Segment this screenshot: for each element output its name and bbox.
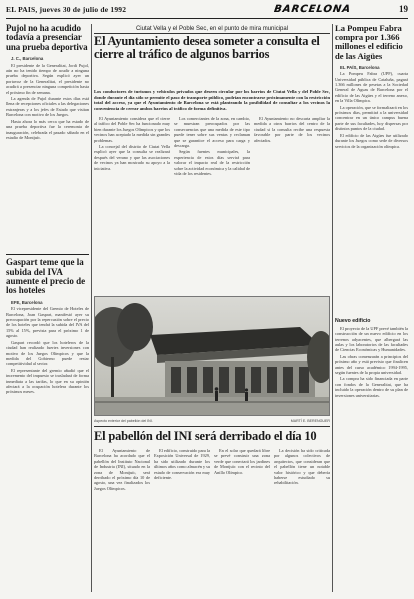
article-byline: EFE, Barcelona <box>11 299 43 305</box>
article-kicker: Ciutat Vella y el Poble Sec, en el punto de mira municipal <box>94 25 330 34</box>
paragraph: El vicepresidente del Gremio de Hoteles de Barcelona, Joan Gaspart, manifestó ayer su preocupación por la repercusión sobre el precio de los hoteles que tendrá la subida del IVA del 15% al 15%, prevista para el próximo 1 de agosto. <box>6 306 89 339</box>
right-column <box>335 24 408 592</box>
article-headline: Gaspart teme que la subida del IVA aumente el precio de los hoteles <box>6 257 86 296</box>
section-logo: BARCELONA <box>273 4 352 15</box>
photo-caption <box>94 418 330 424</box>
column-divider <box>91 24 92 592</box>
paragraph: El presidente de la Generalitat, Jordi Pujol, aún no ha tenido tiempo de acudir a ninguna prueba deportiva. Según explicó ayer un portavoz de la Generalitat, el presidente no acudirá a presenciar ninguna competición hasta el próximo fin de semana. <box>6 62 89 95</box>
main-headline: El Ayuntamiento desea someter a consulta el cierre al tráfico de algunos barrios <box>94 34 320 62</box>
column-divider <box>332 24 333 592</box>
article-body <box>154 448 210 592</box>
article-body <box>335 326 408 562</box>
paragraph: El Ayuntamiento considera que el cierre al tráfico del Poble Sec ha funcionado muy bien durante los Juegos Olímpicos y que los vecinos han aceptado la medida sin grandes problemas. <box>94 116 170 143</box>
paragraph: El Ayuntamiento de Barcelona ha acordado que el pabellón del Instituto Nacional de Industria (INI), situado en la zona de Montjuïc, será derribado el próximo día 10 de agosto, una vez finalizados los Juegos Olímpicos. <box>94 448 150 491</box>
paragraph: La compra ha sido financiada en parte con fondos de la Generalitat, que ha incluido la operación dentro de su plan de inversiones universitarias. <box>335 376 408 398</box>
article-body <box>94 116 170 292</box>
article-body <box>6 56 89 251</box>
article-body <box>274 448 330 592</box>
article-body <box>254 116 330 292</box>
article-subhead: Nuevo edificio <box>335 317 371 324</box>
paragraph: La agenda de Pujol durante estos días está llena de recepciones oficiales a las delegaciones extranjeras y a los jefes de Estado que visitan Barcelona con motivo de los Juegos. <box>6 96 89 118</box>
article-columns <box>94 116 330 292</box>
paragraph: La decisión ha sido criticada por algunos colectivos de arquitectos, que consideran que el pabellón tiene un notable valor histórico y que debería haberse estudiado su rehabilitación. <box>274 448 330 486</box>
article-columns <box>94 448 330 592</box>
article-headline: El pabellón del INI será derribado el día 10 <box>94 429 317 443</box>
paragraph: Según fuentes municipales, la experiencia de estos días servirá para valorar el impacto real de la restricción sobre la actividad económica y la calidad de vida de los residentes. <box>174 149 250 177</box>
paragraph: Las obras comenzarán a principios del próximo año y está previsto que finalicen antes del curso académico 1994-1995, según fuentes de la propia universidad. <box>335 353 408 376</box>
article-body <box>214 448 270 592</box>
paragraph: Gaspart recordó que los hoteleros de la ciudad han realizado fuertes inversiones con motivo de los Juegos Olímpicos y que la medida del Gobierno puede restar competitividad al sector. <box>6 339 89 367</box>
paragraph: El Ayuntamiento no descarta ampliar la medida a otros barrios del centro de la ciudad si la consulta recibe una respuesta favorable por parte de los vecinos afectados. <box>254 116 330 143</box>
paragraph: En el solar que quedará libre se prevé construir una zona verde que conectará los jardines de Montjuïc con el recinto del Anillo Olímpico. <box>214 448 270 475</box>
masthead <box>6 4 408 19</box>
article-body <box>94 448 150 592</box>
paragraph: La concejal del distrito de Ciutat Vella explicó ayer que la consulta se realizará después del verano y que las asociaciones de vecinos ya han mostrado su apoyo a la iniciativa. <box>94 144 170 171</box>
article-body <box>335 65 408 315</box>
article-lede: Los conductores de turismos y vehículos privados que deseen circular por los barrios de Ciutat Vella y del Poble Sec, donde durante el día sólo se permite el paso de transporte público, podrían encontrarse próximamente con la restricción total del acceso, ya que el Ayuntamiento de Barcelona se está planteando la posibilidad de consultar a los vecinos la conveniencia de cerrar ambos barrios al tráfico de forma definitiva. <box>94 89 330 111</box>
paragraph: La Pompeu Fabra (UPF), cuarta Universidad pública de Cataluña, pagará 1.366 millones de pesetas a la Sociedad General de Aguas de Barcelona por el edificio de las Aigües y el terreno anexo, en la Villa Olímpica. <box>335 71 408 104</box>
paragraph: Los comerciantes de la zona, en cambio, se muestran preocupados por las consecuencias que una medida de este tipo puede tener sobre sus ventas y reclaman que se garantice el acceso para carga y descarga. <box>174 116 250 149</box>
paragraph: Hasta ahora lo más cerca que ha estado de una prueba deportiva fue la ceremonia de inauguración, celebrada el pasado sábado en el estadio de Montjuïc. <box>6 118 89 140</box>
paragraph: El edificio de las Aigües fue utilizado durante los Juegos como sede de diversos servicios de la organización olímpica. <box>335 132 408 149</box>
paragraph: El proyecto de la UPF prevé también la construcción de un nuevo edificio en los terrenos adyacentes, que albergará las aulas y los laboratorios de las facultades de Ciencias Económicas y Humanidades. <box>335 325 408 353</box>
paragraph: La operación, que se formalizará en los próximos días, permitirá a la universidad concentrar en un único campus buena parte de sus facultades, hoy dispersas por distintos puntos de la ciudad. <box>335 104 408 132</box>
news-photo <box>94 296 330 416</box>
article-headline: La Pompeu Fabra compra por 1.366 millones el edificio de las Aigües <box>335 24 403 61</box>
photo-credit: MARTÍ E. BERENGUER <box>290 419 330 423</box>
article-byline: EL PAÍS, Barcelona <box>340 64 380 70</box>
divider <box>94 426 330 427</box>
left-column <box>6 24 89 592</box>
paragraph: El edificio, construido para la Exposición Universal de 1929, ha sido utilizado durante los últimos años como almacén y su estado de conservación era muy deficiente. <box>154 448 210 481</box>
publication-dateline: EL PAIS, jueves 30 de julio de 1992 <box>6 5 127 14</box>
paragraph: El representante del gremio añadió que el incremento del impuesto se trasladará de forma inmediata a las tarifas, lo que en su opinión afectará a la ocupación hotelera durante los próximos meses. <box>6 367 89 395</box>
article-headline: Pujol no ha acudido todavía a presenciar una prueba deportiva <box>6 24 88 52</box>
caption-text: Aspecto exterior del pabellón del INI. <box>94 419 153 423</box>
article-body <box>6 300 89 592</box>
page-number: 19 <box>399 4 408 14</box>
article-byline: J. C., Barcelona <box>11 56 44 62</box>
article-body <box>174 116 250 292</box>
divider <box>6 254 89 255</box>
